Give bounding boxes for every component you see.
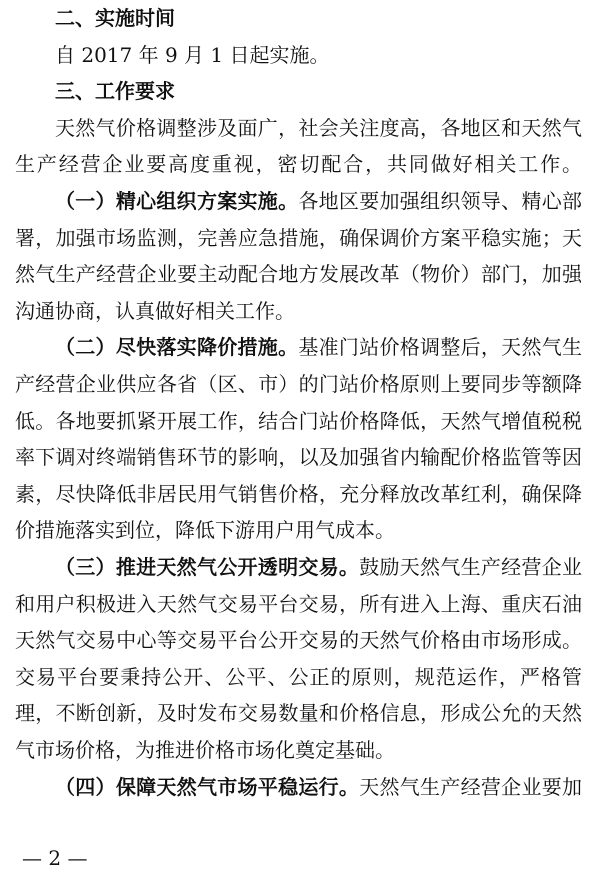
item2-title: （二）尽快落实降价措施。 [55, 335, 299, 360]
item4-title: （四）保障天然气市场平稳运行。 [55, 774, 360, 799]
item3-line-5: 理，不断创新，及时发布交易数量和价格信息，形成公允的天然 [15, 701, 582, 726]
item1-line-2: 署，加强市场监测，完善应急措施，确保调价方案平稳实施；天 [15, 225, 582, 250]
item3-line-3: 天然气交易中心等交易平台公开交易的天然气价格由市场形成。 [15, 628, 582, 653]
item2-text-1: 基准门站价格调整后，天然气生 [298, 335, 583, 360]
implementation-date-text: 自 2017 年 9 月 1 日起实施。 [55, 42, 330, 67]
intro-line-2: 生产经营企业要高度重视，密切配合，共同做好相关工作。 [15, 152, 582, 177]
item3-line-2: 和用户积极进入天然气交易平台交易，所有进入上海、重庆石油 [15, 591, 582, 616]
page-number: — 2 — [22, 846, 88, 870]
item3-text-1: 鼓励天然气生产经营企业 [359, 555, 583, 579]
item1-line-1 [0, 187, 596, 215]
item2-line-1 [0, 333, 596, 361]
item1-line-4: 沟通协商，认真做好相关工作。 [15, 298, 295, 323]
item1-line-3: 然气生产经营企业要主动配合地方发展改革（物价）部门，加强 [15, 262, 582, 287]
section-heading-implementation-time: 二、实施时间 [55, 6, 175, 30]
item2-line-3: 低。各地要抓紧开展工作，结合门站价格降低，天然气增值税税 [15, 408, 582, 433]
item2-line-4: 率下调对终端销售环节的影响，以及加强省内输配价格监管等因 [15, 445, 582, 470]
item1-text-1: 各地区要加强组织领导、精心部 [298, 189, 583, 213]
section-heading-work-requirements: 三、工作要求 [55, 79, 175, 104]
item3-line-1 [0, 553, 596, 581]
item2-line-6: 价措施落实到位，降低下游用户用气成本。 [15, 518, 395, 543]
item2-line-5: 素，尽快降低非居民用气销售价格，充分释放改革红利，确保降 [15, 481, 582, 506]
item3-title: （三）推进天然气公开透明交易。 [55, 555, 360, 579]
item4-line-1 [0, 773, 596, 801]
item3-line-6: 气市场价格，为推进价格市场化奠定基础。 [15, 738, 395, 762]
item3-line-4: 交易平台要秉持公开、公平、公正的原则，规范运作，严格管 [15, 664, 582, 689]
intro-line-1: 天然气价格调整涉及面广，社会关注度高，各地区和天然气 [55, 115, 582, 140]
item2-line-2: 产经营企业供应各省（区、市）的门站价格原则上要同步等额降 [15, 372, 582, 396]
item1-title: （一）精心组织方案实施。 [55, 189, 299, 213]
item4-text-1: 天然气生产经营企业要加 [359, 774, 583, 799]
